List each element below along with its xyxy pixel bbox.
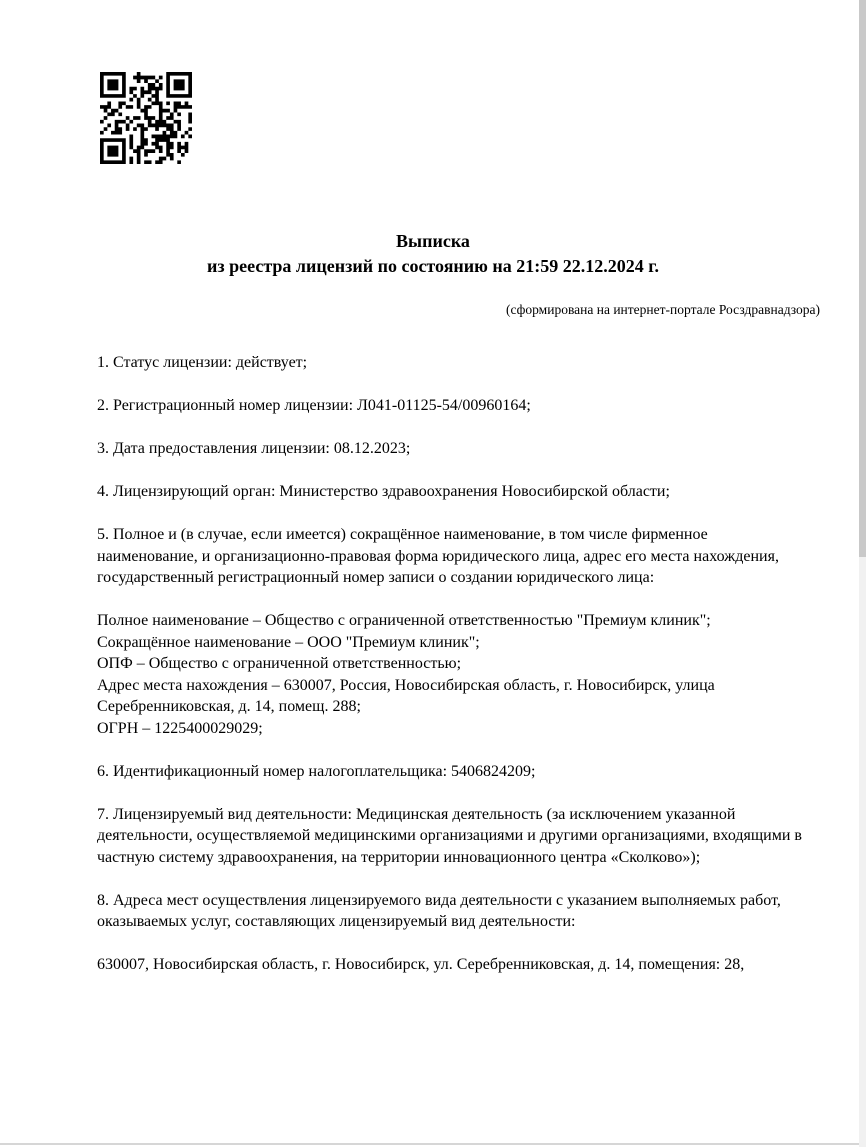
paragraph-activity-type: 7. Лицензируемый вид деятельности: Медицинская деятельность (за исключением указанной деятельности, осуществляемой медицинскими организациями и другими организациями, входящими в частную систему здравоохранения, на территории инновационного центра «Сколково»); bbox=[97, 805, 802, 866]
document-title-line1: Выписка bbox=[396, 231, 470, 251]
paragraph-license-status: 1. Статус лицензии: действует; bbox=[97, 354, 308, 371]
org-ogrn: ОГРН – 1225400029029; bbox=[97, 719, 263, 737]
org-details-block bbox=[97, 610, 809, 739]
page-bottom-edge bbox=[0, 1143, 859, 1145]
document-title-line2: из реестра лицензий по состоянию на 21:59 22.12.2024 г. bbox=[207, 256, 659, 276]
paragraph-activity-addresses-heading: 8. Адреса мест осуществления лицензируемого вида деятельности с указанием выполняемых работ, оказываемых услуг, составляющих лицензируемый вид деятельности: bbox=[97, 891, 781, 930]
qr-code-icon bbox=[100, 72, 192, 164]
paragraph-org-name-heading: 5. Полное и (в случае, если имеется) сокращённое наименование, в том числе фирменное наименование, и организационно-правовая форма юридического лица, адрес его места нахождения, государственный регистрационный номер записи о создании юридического лица: bbox=[97, 526, 779, 586]
activity-address-line: 630007, Новосибирская область, г. Новосибирск, ул. Серебренниковская, д. 14, помещения: 28, bbox=[97, 956, 745, 973]
vertical-scrollbar-thumb[interactable] bbox=[859, 0, 866, 557]
paragraph-inn: 6. Идентификационный номер налогоплательщика: 5406824209; bbox=[97, 762, 536, 780]
paragraph-grant-date: 3. Дата предоставления лицензии: 08.12.2023; bbox=[97, 440, 411, 457]
org-address: Адрес места нахождения – 630007, Россия, Новосибирская область, г. Новосибирск, улица Серебренниковская, д. 14, помещ. 288; bbox=[97, 676, 715, 715]
paragraph-licensing-authority: 4. Лицензирующий орган: Министерство здравоохранения Новосибирской области; bbox=[97, 483, 670, 500]
org-legal-form: ОПФ – Общество с ограниченной ответственностью; bbox=[97, 655, 462, 672]
document-body bbox=[97, 352, 809, 997]
org-full-name: Полное наименование – Общество с ограниченной ответственностью "Премиум клиник"; bbox=[97, 612, 711, 629]
paragraph-registration-number: 2. Регистрационный номер лицензии: Л041-01125-54/00960164; bbox=[97, 397, 531, 414]
document-title bbox=[77, 229, 789, 279]
org-short-name: Сокращённое наименование – ООО "Премиум клиник"; bbox=[97, 633, 480, 651]
document-subtitle: (сформирована на интернет-портале Росздравнадзора) bbox=[505, 302, 820, 317]
vertical-scrollbar-track[interactable] bbox=[859, 0, 866, 1147]
